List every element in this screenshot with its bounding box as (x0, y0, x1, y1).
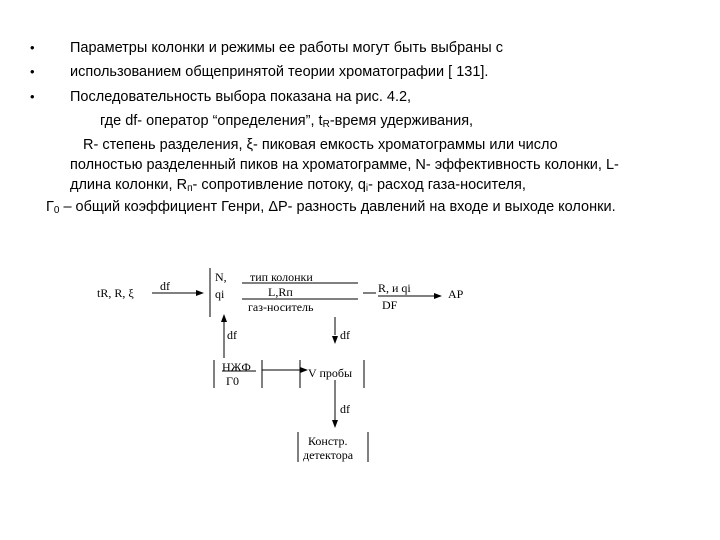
label-detector-1: Констр. (308, 434, 348, 448)
bullet-marker: • (30, 40, 35, 55)
label-df-mid-vert: df (340, 328, 350, 342)
label-detector-2: детектора (303, 448, 354, 462)
bullet-marker: • (30, 89, 35, 104)
label-nzhf: НЖФ (222, 360, 251, 374)
arrowhead (332, 336, 338, 344)
label-N: N, (215, 270, 227, 284)
arrowhead (332, 420, 338, 428)
label-column-type: тип колонки (250, 270, 313, 284)
label-df-left-vert: df (227, 328, 237, 342)
arrowhead (300, 367, 308, 373)
text-line-3: Последовательность выбора показана на рис. 4.2, (70, 89, 412, 105)
text-line-2: использованием общепринятой теории хроматографии [ 131]. (70, 64, 489, 80)
label-rs-qi: R, и qi (378, 281, 411, 295)
label-L-Rp: L,Rп (268, 285, 293, 299)
text-line-6: полностью разделенный пиков на хроматограмме, N- эффективность колонки, L- (70, 157, 619, 173)
arrowhead (434, 293, 442, 299)
bullet-marker: • (30, 64, 35, 79)
text-line-7: длина колонки, $R_п-$ сопротивление потоку, $q_i-$ расход газа-носителя, (70, 177, 526, 194)
label-v-probe: V пробы (308, 366, 353, 380)
label-qi: qi (215, 287, 225, 301)
label-df: df (160, 279, 170, 293)
text-line-4: где df- оператор “определения”, $t_R$-время удерживания, (100, 113, 474, 130)
text-line-1: Параметры колонки и режимы ее работы могут быть выбраны с (70, 40, 503, 56)
label-inputs: tR, R, ξ (97, 286, 134, 300)
label-gamma: Г0 (226, 374, 239, 388)
label-carrier-gas: газ-носитель (248, 300, 314, 314)
text-line-8: $Г_0$ – общий коэффициент Генри, ΔP- разность давлений на входе и выходе колонки. (46, 199, 616, 216)
arrowhead (221, 314, 227, 322)
label-AP: AP (448, 287, 464, 301)
label-df-bottom: df (340, 402, 350, 416)
text-line-5: R- степень разделения, ξ- пиковая емкость хроматограммы или число (83, 137, 558, 153)
arrowhead (196, 290, 204, 296)
label-df-right: DF (382, 298, 398, 312)
